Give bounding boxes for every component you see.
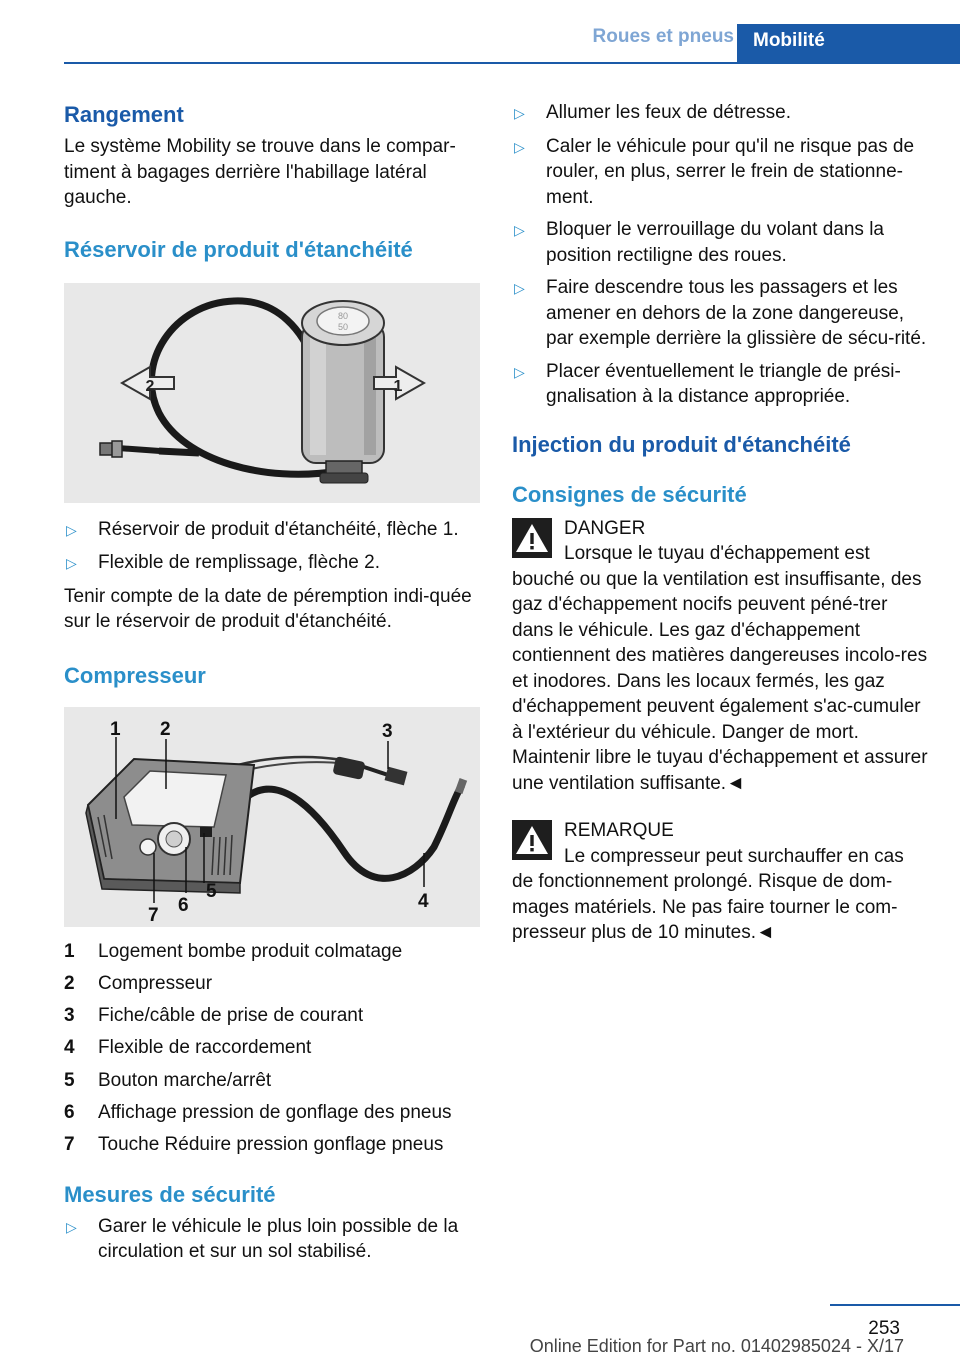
right-column	[512, 100, 930, 946]
list-item: ▷ Allumer les feux de détresse.	[512, 100, 930, 127]
rangement-text: Le système Mobility se trouve dans le compar-timent à bagages derrière l'habillage latéral gauche.	[64, 136, 456, 208]
page-number: 253	[868, 1318, 900, 1339]
danger-text-first-line: Lorsque le tuyau d'échappement est	[564, 543, 870, 564]
mesures-bullet-list	[64, 1214, 480, 1265]
tab-chapter-mobilite[interactable]: Mobilité	[737, 24, 960, 62]
remarque-title: REMARQUE	[564, 820, 674, 841]
list-item: 5 Bouton marche/arrêt	[64, 1069, 272, 1091]
callout-6: 6	[178, 894, 189, 916]
compressor-illustration	[64, 707, 480, 927]
list-item: 2 Compresseur	[64, 972, 213, 994]
heading-compresseur: Compresseur	[64, 662, 206, 688]
list-item: ▷ Faire descendre tous les passagers et les amener en dehors de la zone dangereuse, par exemple derrière la glissière de sécu-rité.	[512, 275, 930, 352]
safety-bullet-list	[512, 100, 930, 410]
heading-consignes: Consignes de sécurité	[512, 481, 747, 507]
callout-4: 4	[418, 890, 429, 912]
remarque-text-first-line: Le compresseur peut surchauffer en cas	[564, 845, 904, 867]
page-header	[0, 0, 960, 64]
warning-triangle-icon	[512, 820, 552, 860]
warning-triangle-icon	[512, 518, 552, 558]
triangle-bullet-icon: ▷	[514, 363, 525, 380]
remarque-note	[512, 818, 930, 946]
danger-title: DANGER	[564, 517, 646, 539]
callout-7: 7	[148, 904, 159, 926]
edition-footer: Online Edition for Part no. 01402985024 - X/17	[529, 1336, 904, 1356]
heading-injection: Injection du produit d'étanchéité	[512, 431, 851, 457]
tab-section-roues-et-pneus[interactable]: Roues et pneus	[592, 26, 734, 47]
list-item: 1 Logement bombe produit colmatage	[64, 940, 403, 962]
triangle-bullet-icon: ▷	[66, 1218, 77, 1235]
heading-reservoir: Réservoir de produit d'étanchéité	[64, 236, 413, 262]
callout-2: 2	[160, 718, 171, 740]
danger-warning	[512, 516, 930, 797]
triangle-bullet-icon: ▷	[66, 521, 77, 538]
remarque-text: de fonctionnement prolongé. Risque de dom-mages matériels. Ne pas faire tourner le com-presseur plus de 10 minutes.◄	[512, 871, 898, 943]
triangle-bullet-icon: ▷	[66, 555, 77, 571]
callout-1: 1	[110, 718, 121, 740]
heading-mesures: Mesures de sécurité	[64, 1181, 276, 1207]
compressor-drawing	[64, 707, 480, 927]
list-item: 7 Touche Réduire pression gonflage pneus	[64, 1134, 444, 1156]
danger-text: bouché ou que la ventilation est insuffisante, des gaz d'échappement nocifs peuvent péné-trer dans le véhicule. Les gaz d'échappement contiennent des matières dangereuses incolo-res et inodores. Dans les locaux fermés, les gaz d'échappement peuvent également s'ac-cumuler à l'extérieur du véhicule. Danger de mort. Maintenir libre le tuyau d'échappement et assurer une ventilation suffisante.◄	[512, 568, 928, 794]
list-item: ▷ Bloquer le verrouillage du volant dans la position rectiligne des roues.	[512, 217, 930, 268]
list-item: ▷ Caler le véhicule pour qu'il ne risque pas de rouler, en plus, serrer le frein de stationne-ment.	[512, 134, 930, 211]
triangle-bullet-icon: ▷	[514, 105, 525, 121]
list-item: 6 Affichage pression de gonflage des pneus	[64, 1101, 452, 1123]
reservoir-bullet-list	[64, 517, 480, 577]
compressor-parts-list	[64, 939, 480, 1158]
callout-3: 3	[382, 720, 393, 742]
expiry-note: Tenir compte de la date de péremption indi-quée sur le réservoir de produit d'étanchéité.	[64, 585, 472, 632]
left-column	[64, 100, 480, 1272]
list-item: ▷ Garer le véhicule le plus loin possible de la circulation et sur un sol stabilisé.	[64, 1214, 480, 1265]
list-item: 3 Fiche/câble de prise de courant	[64, 1005, 364, 1027]
footer-divider	[830, 1304, 960, 1306]
list-item: ▷ Placer éventuellement le triangle de prési-gnalisation à la distance appropriée.	[512, 359, 930, 410]
list-item: ▷ Réservoir de produit d'étanchéité, flèche 1.	[64, 517, 480, 544]
cap-text-bottom: 50	[337, 321, 349, 332]
heading-rangement: Rangement	[64, 102, 184, 127]
triangle-bullet-icon: ▷	[514, 280, 525, 296]
list-item: 4 Flexible de raccordement	[64, 1037, 312, 1059]
callout-5: 5	[206, 880, 217, 902]
triangle-bullet-icon: ▷	[514, 138, 525, 155]
arrow-label-1: 1	[393, 377, 403, 395]
triangle-bullet-icon: ▷	[514, 222, 525, 238]
sealant-reservoir-illustration	[64, 283, 480, 503]
header-divider	[64, 62, 960, 64]
arrow-label-2: 2	[145, 377, 155, 395]
list-item: ▷ Flexible de remplissage, flèche 2.	[64, 550, 480, 577]
sealant-reservoir-drawing	[64, 283, 480, 503]
cap-text-top: 80	[337, 310, 349, 321]
